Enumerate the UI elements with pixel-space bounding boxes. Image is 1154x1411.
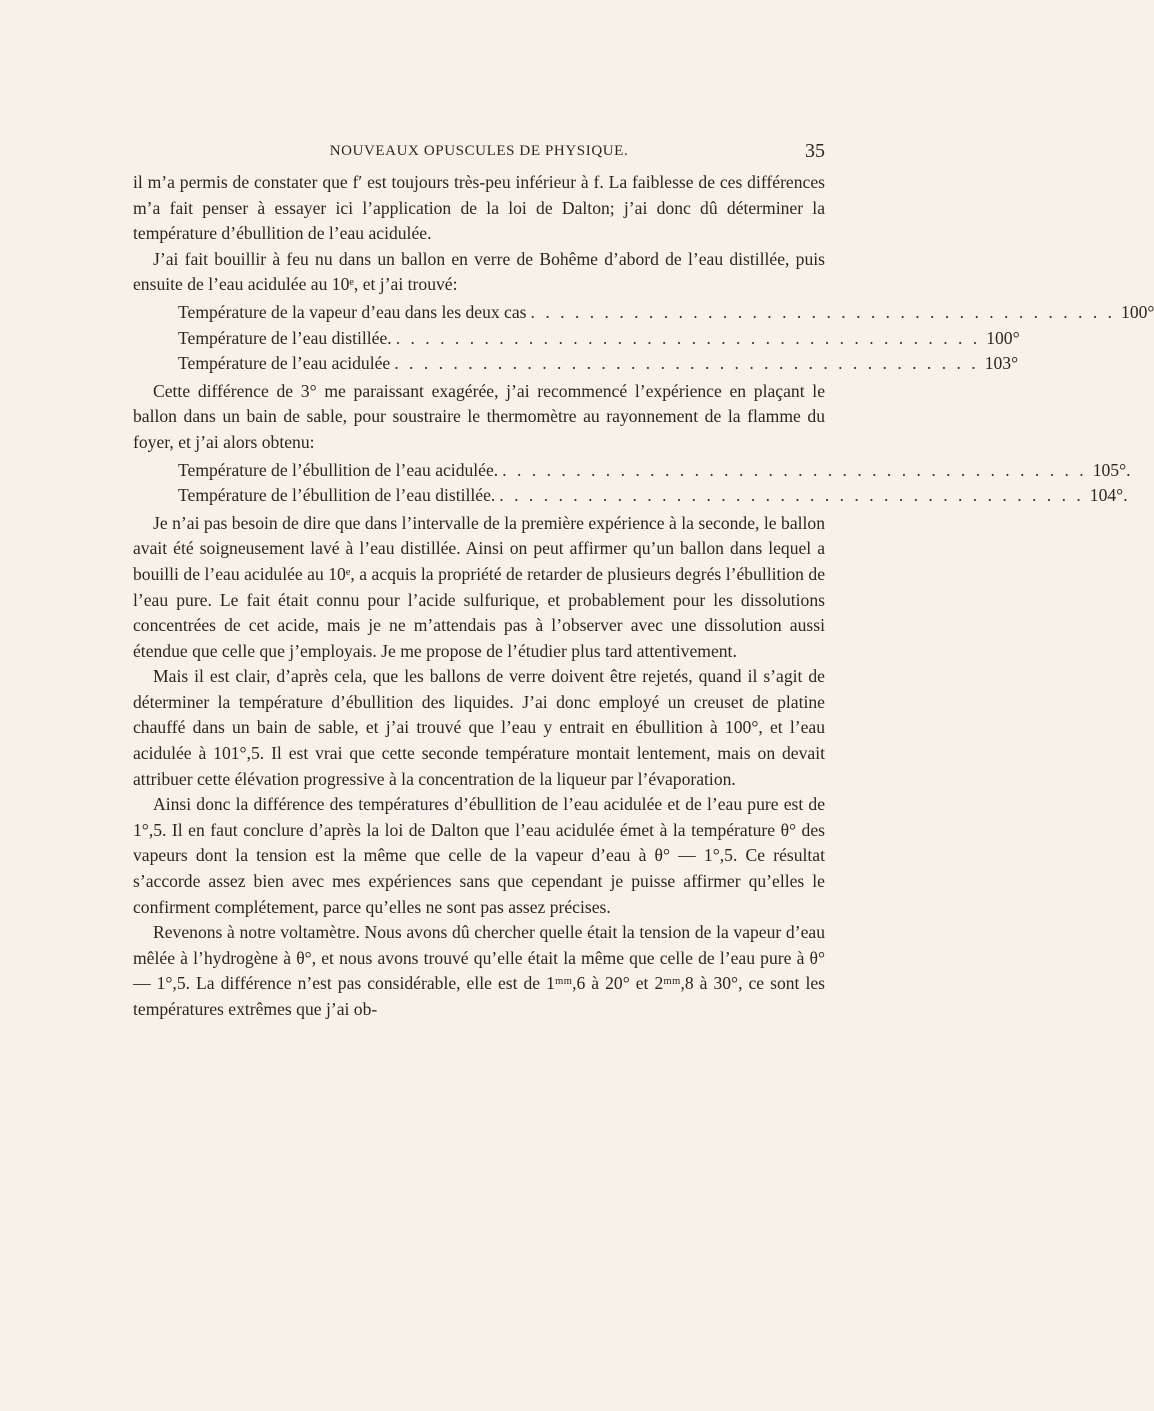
paragraph: il m’a permis de constater que f′ est toujours très-peu inférieur à f. La faiblesse de ces différences m’a fait penser à essayer ici l’application de la loi de Dalton; j’ai donc dû déterminer la température d’ébullition de l’eau acidulée. bbox=[133, 172, 825, 244]
dot-leader: . . . . . . . . . . . . . . . . . . . . . . . . . . . . . . . . . . . . . . . . bbox=[530, 301, 1116, 322]
row-label: Température de l’ébullition de l’eau distillée. bbox=[178, 485, 496, 506]
page-number: 35 bbox=[805, 140, 825, 162]
table-row bbox=[178, 300, 1154, 326]
body-text bbox=[133, 170, 1154, 1023]
row-value: 105°. bbox=[1092, 459, 1131, 480]
table-row bbox=[178, 458, 1131, 484]
table-row bbox=[178, 351, 1019, 377]
table-row bbox=[178, 483, 1128, 509]
paragraph: Mais il est clair, d’après cela, que les ballons de verre doivent être rejetés, quand il s’agit de déterminer la température d’ébullition des liquides. J’ai donc employé un creuset de platine chauffé dans un bain de sable, et j’ai trouvé que l’eau y entrait en ébullition à 100°, et l’eau acidulée à 101°,5. Il est vrai que cette seconde température montait lentement, mais on devait attribuer cette élévation progressive à la concentration de la liqueur par l’évaporation. bbox=[133, 666, 825, 789]
row-label: Température de la vapeur d’eau dans les deux cas bbox=[178, 301, 527, 322]
paragraph: Cette différence de 3° me paraissant exagérée, j’ai recommencé l’expérience en plaçant le ballon dans un bain de sable, pour soustraire le thermomètre au rayonnement de la flamme du foyer, et j’ai alors obtenu: bbox=[133, 380, 825, 452]
running-head: NOUVEAUX OPUSCULES DE PHYSIQUE. bbox=[329, 143, 629, 159]
row-label: Température de l’eau distillée. bbox=[178, 327, 392, 348]
temperature-table-glass-flask bbox=[178, 300, 1154, 377]
dot-leader: . . . . . . . . . . . . . . . . . . . . . . . . . . . . . . . . . . . . . . . . bbox=[395, 327, 981, 348]
row-value: 100° bbox=[1121, 301, 1154, 322]
paragraph: Revenons à notre voltamètre. Nous avons dû chercher quelle était la tension de la vapeur d’eau mêlée à l’hydrogène à θ°, et nous avons trouvé qu’elle était la même que celle de l’eau pure à θ° — 1°,5. La différence n’est pas considérable, elle est de 1ᵐᵐ,6 à 20° et 2ᵐᵐ,8 à 30°, ce sont les températures extrêmes que j’ai ob- bbox=[133, 922, 825, 1019]
table-row bbox=[178, 326, 1020, 352]
row-label: Température de l’eau acidulée bbox=[178, 353, 391, 374]
temperature-table-sand-bath bbox=[178, 458, 1131, 509]
dot-leader: . . . . . . . . . . . . . . . . . . . . . . . . . . . . . . . . . . . . . . . . bbox=[394, 353, 979, 374]
paragraph: Ainsi donc la différence des températures d’ébullition de l’eau acidulée et de l’eau pure est de 1°,5. Il en faut conclure d’après la loi de Dalton que l’eau acidulée émet à la température θ° des vapeurs dont la tension est la même que celle de la vapeur d’eau à θ° — 1°,5. Ce résultat s’accorde assez bien avec mes expériences sans que cependant je puisse affirmer qu’elles le confirment complétement, parce qu’elles ne sont pas assez précises. bbox=[133, 794, 825, 917]
paragraph: J’ai fait bouillir à feu nu dans un ballon en verre de Bohême d’abord de l’eau distillée, puis ensuite de l’eau acidulée au 10ᵉ, et j’ai trouvé: bbox=[133, 248, 825, 295]
dot-leader: . . . . . . . . . . . . . . . . . . . . . . . . . . . . . . . . . . . . . . . . bbox=[499, 485, 1084, 506]
row-value: 100° bbox=[986, 327, 1020, 348]
page-header bbox=[133, 140, 825, 166]
row-value: 104°. bbox=[1089, 485, 1128, 506]
row-label: Température de l’ébullition de l’eau acidulée. bbox=[178, 459, 499, 480]
dot-leader: . . . . . . . . . . . . . . . . . . . . . . . . . . . . . . . . . . . . . . . . bbox=[502, 459, 1087, 480]
paragraph: Je n’ai pas besoin de dire que dans l’intervalle de la première expérience à la seconde, le ballon avait été soigneusement lavé à l’eau distillée. Ainsi on peut affirmer qu’un ballon dans lequel a bouilli de l’eau acidulée au 10ᵉ, a acquis la propriété de retarder de plusieurs degrés l’ébullition de l’eau pure. Le fait était connu pour l’acide sulfurique, et probablement pour les dissolutions concentrées de cet acide, mais je ne m’attendais pas à l’observer avec une dissolution aussi étendue que celle que j’employais. Je me propose de l’étudier plus tard attentivement. bbox=[133, 512, 825, 661]
row-value: 103° bbox=[984, 353, 1019, 374]
